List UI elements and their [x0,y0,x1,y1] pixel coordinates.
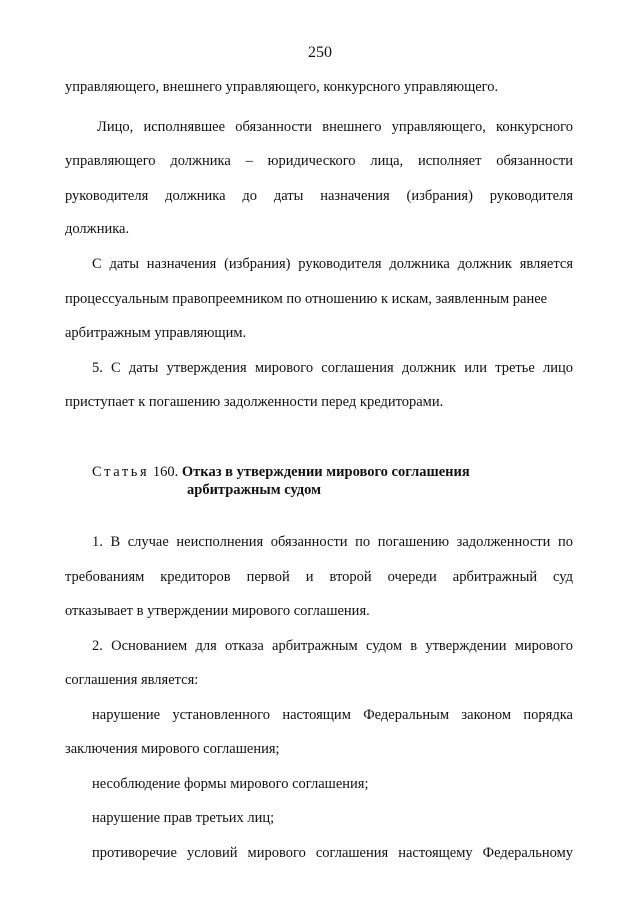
text-line: С даты назначения (избрания) руководителя должника должник является [92,256,573,272]
text-line: процессуальным правопреемником по отношению к искам, заявленным ранее [65,291,548,307]
text-line: нарушение прав третьих лиц; [92,810,275,826]
text-line: Лицо, исполнявшее обязанности внешнего управляющего, конкурсного [97,119,573,135]
text-line: управляющего должника – юридического лица, исполняет обязанности [65,153,573,169]
article-title: Отказ в утверждении мирового соглашения [181,464,470,480]
article-number: 160. [149,464,182,480]
text-line: 1. В случае неисполнения обязанности по погашению задолженности по [92,534,573,550]
text-line: несоблюдение формы мирового соглашения; [92,776,369,792]
article-label: Статья [92,464,150,480]
page-number: 250 [308,44,332,61]
text-line: управляющего, внешнего управляющего, конкурсного управляющего. [65,79,499,95]
text-line: 5. С даты утверждения мирового соглашения должник или третье лицо [92,360,573,376]
text-line: должника. [65,221,130,237]
text-line: противоречие условий мирового соглашения настоящему Федеральному [92,845,573,861]
text-line: руководителя должника до даты назначения (избрания) руководителя [65,188,573,204]
text-line: требованиям кредиторов первой и второй очереди арбитражный суд [65,569,573,585]
text-line: приступает к погашению задолженности перед кредиторами. [65,394,444,410]
article-heading [92,463,470,481]
text-line: нарушение установленного настоящим Федеральным законом порядка [92,707,573,723]
text-line: соглашения является: [65,672,199,688]
text-line: заключения мирового соглашения; [65,741,280,757]
text-line: арбитражным управляющим. [65,325,247,341]
article-title-continued: арбитражным судом [187,482,321,498]
text-line: 2. Основанием для отказа арбитражным судом в утверждении мирового [92,638,573,654]
text-line: отказывает в утверждении мирового соглашения. [65,603,370,619]
